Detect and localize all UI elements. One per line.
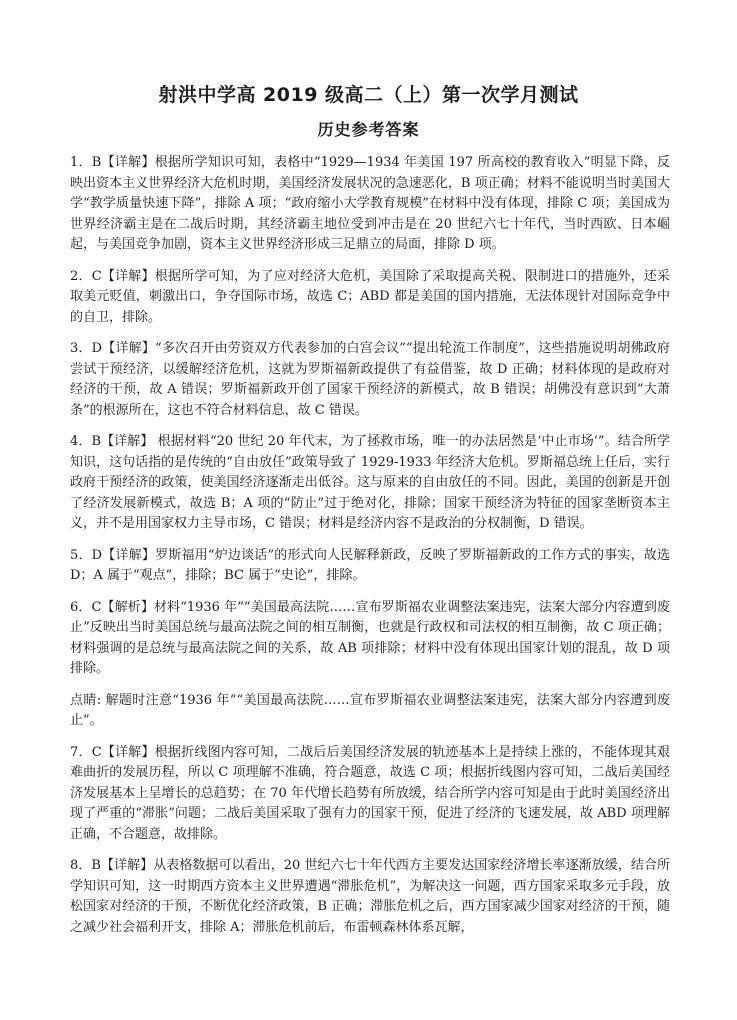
answer-6-note: 点睛: 解题时注意“1936 年”“美国最高法院……宣布罗斯福农业调整法案违宪，法案大部分内容遭到废止”。 — [70, 692, 670, 728]
answer-2: 2．C【详解】根据所学可知，为了应对经济大危机，美国除了采取提高关税、限制进口的措施外，还采取美元贬值，刺激出口，争夺国际市场，故选 C；ABD 都是美国的国内措施，无法体现针对国际竞争中的自卫，排除。 — [70, 268, 670, 325]
answer-1: 1．B【详解】根据所学知识可知，表格中“1929—1934 年美国 197 所高校的教育收入”明显下降，反映出资本主义世界经济大危机时期，美国经济发展状况的急速恶化，B 项正确；材料不能说明当时美国大学“教学质量快速下降”，排除 A 项；“政府缩小大学教育规模”在材料中没有体现，排除 C 项；美国成为世界经济霸主是在二战后时期，其经济霸主地位受到冲击是在 20 世纪六七十年代，当时西欧、日本崛起，与美国竞争加剧，资本主义世界经济形成三足鼎立的局面，排除 D 项。 — [70, 155, 670, 252]
document-title: 射洪中学高 2019 级高二（上）第一次学月测试 — [158, 84, 579, 106]
answer-7: 7．C【详解】根据折线图内容可知，二战后后美国经济发展的轨迹基本上是持续上涨的，不能体现其艰难曲折的发展历程，所以 C 项理解不准确，符合题意，故选 C 项；根据折线图内容可知，二战后美国经济发展基本上呈增长的总趋势；在 70 年代增长趋势有所放缓，结合所学内容可知是由于此时美国经济出现了严重的“滞胀”问题；二战后美国采取了强有力的国家干预，促进了经济的飞速发展，故 ABD 项理解正确，不合题意，故排除。 — [70, 744, 670, 842]
document-subtitle: 历史参考答案 — [317, 120, 420, 139]
answer-8: 8．B【详解】从表格数据可以看出，20 世纪六七十年代西方主要发达国家经济增长率逐渐放缓，结合所学知识可知，这一时期西方资本主义世界遭遇“滞胀危机”，为解决这一问题，西方国家采取多元手段，放松国家对经济的干预，不断优化经济政策，B 正确；滞胀危机之后，西方国家减少国家对经济的干预，随之减少社会福利开支，排除 A；滞胀危机前后，布雷顿森林体系瓦解， — [70, 858, 670, 935]
answer-5: 5．D【详解】罗斯福用“炉边谈话”的形式向人民解释新政，反映了罗斯福新政的工作方式的事实，故选 D；A 属于“观点”，排除；BC 属于“史论”，排除。 — [70, 547, 670, 583]
answer-list — [70, 153, 670, 949]
answer-3: 3．D【详解】“多次召开由劳资双方代表参加的白宫会议”“提出轮流工作制度”，这些措施说明胡佛政府尝试干预经济，以缓解经济危机，这就为罗斯福新政提供了有益借鉴，故 D 正确；材料体现的是政府对经济的干预，故 A 错误；罗斯福新政开创了国家干预经济的新模式，故 B 错误；胡佛没有意识到“大萧条”的根源所在，这也不符合材料信息，故 C 错误。 — [70, 341, 670, 418]
answer-6: 6．C【解析】材料“1936 年”“美国最高法院……宣布罗斯福农业调整法案违宪，法案大部分内容遭到废止”反映出当时美国总统与最高法院之间的相互制衡，也就是行政权和司法权的相互制衡，故 C 项正确；材料强调的是总统与最高法院之间的关系，故 AB 项排除；材料中没有体现出国家计划的混乱，故 D 项排除。 — [70, 599, 670, 676]
answer-4: 4．B【详解】 根据材料“20 世纪 20 年代末，为了拯救市场，唯一的办法居然是‘中止市场’”。结合所学知识，这句话指的是传统的“自由放任”政策导致了 1929-1933 年经济大危机。罗斯福总统上任后，实行政府干预经济的政策，使美国经济逐渐走出低谷。这与原来的自由放任的不同。因此，美国的创新是开创了经济发展新模式，故选 B；A 项的“防止”过于绝对化，排除；国家干预经济为特征的国家垄断资本主义，并不是用国家权力主导市场，C 错误；材料是经济内容不是政治的分权制衡，D 错误。 — [70, 434, 670, 531]
